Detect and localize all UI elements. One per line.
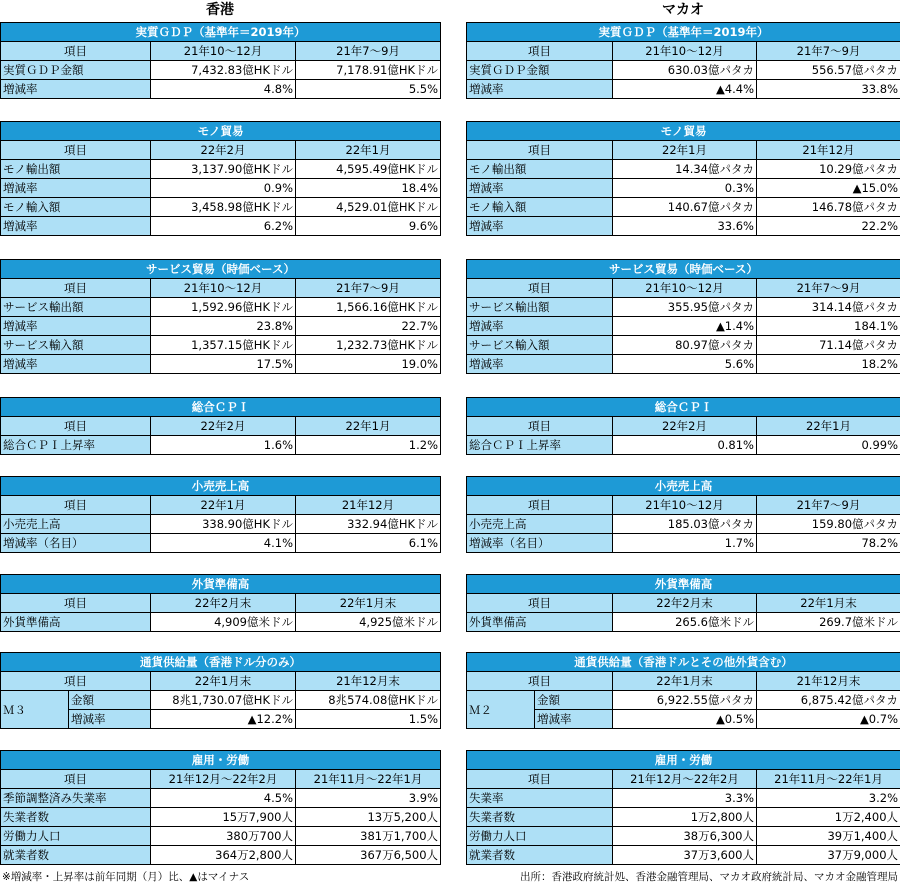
table-row	[1, 827, 441, 846]
aggregate-label: Ｍ２	[467, 691, 535, 729]
row-label: 増減率	[467, 217, 613, 236]
row-label: 金額	[535, 691, 613, 710]
row-label: 失業者数	[1, 808, 151, 827]
column-header: 22年1月末	[613, 672, 757, 691]
value-cell: 7,432.83億HKドル	[151, 61, 296, 80]
column-header: 21年12月末	[296, 672, 441, 691]
table-row	[467, 691, 900, 710]
table-row	[1, 160, 441, 179]
value-cell: 185.03億パタカ	[613, 515, 757, 534]
value-cell: 4,925億米ドル	[296, 613, 441, 632]
value-cell: 6.2%	[151, 217, 296, 236]
value-cell: 4.5%	[151, 789, 296, 808]
row-label: 増減率（名目）	[1, 534, 151, 553]
row-label: 失業者数	[467, 808, 613, 827]
row-label: 増減率	[467, 317, 613, 336]
row-label: 増減率	[1, 217, 151, 236]
row-label: 総合ＣＰＩ上昇率	[1, 436, 151, 455]
value-cell: ▲4.4%	[613, 80, 757, 99]
value-cell: 4.8%	[151, 80, 296, 99]
mo-retail-table	[466, 476, 900, 553]
table-row	[1, 198, 441, 217]
value-cell: 22.7%	[296, 317, 441, 336]
value-cell: 6,922.55億パタカ	[613, 691, 757, 710]
value-cell: 38万6,300人	[613, 827, 757, 846]
column-header: 21年7～9月	[757, 42, 900, 61]
table-row	[467, 613, 900, 632]
table-row	[1, 317, 441, 336]
value-cell: 1,592.96億HKドル	[151, 298, 296, 317]
column-header: 項目	[1, 770, 151, 789]
column-header: 項目	[1, 496, 151, 515]
column-header: 項目	[467, 594, 613, 613]
mo-region-title: マカオ	[662, 2, 704, 18]
column-header: 項目	[1, 417, 151, 436]
table-row	[1, 534, 441, 553]
table-row	[1, 846, 441, 865]
column-header: 項目	[467, 417, 613, 436]
value-cell: 0.81%	[613, 436, 757, 455]
column-header: 項目	[1, 672, 151, 691]
column-header: 項目	[1, 279, 151, 298]
value-cell: 6.1%	[296, 534, 441, 553]
row-label: 就業者数	[467, 846, 613, 865]
row-label: 増減率	[1, 179, 151, 198]
table-row	[467, 534, 900, 553]
value-cell: 184.1%	[757, 317, 900, 336]
row-label: 増減率	[1, 317, 151, 336]
column-header: 21年12月	[757, 141, 900, 160]
column-header: 21年7～9月	[757, 279, 900, 298]
column-header: 21年10～12月	[151, 42, 296, 61]
row-label: サービス輸入額	[1, 336, 151, 355]
table-title: サービス貿易（時価ベース）	[467, 260, 900, 279]
value-cell: 1,566.16億HKドル	[296, 298, 441, 317]
column-header: 22年2月末	[151, 594, 296, 613]
value-cell: ▲0.7%	[757, 710, 900, 729]
row-label: 増減率	[1, 80, 151, 99]
table-row	[1, 61, 441, 80]
row-label: 増減率（名目）	[467, 534, 613, 553]
table-title: 小売売上高	[1, 477, 441, 496]
macau-column	[466, 0, 900, 862]
column-header: 22年1月	[296, 417, 441, 436]
value-cell: 269.7億米ドル	[757, 613, 900, 632]
table-row	[1, 515, 441, 534]
value-cell: ▲15.0%	[757, 179, 900, 198]
row-label: 就業者数	[1, 846, 151, 865]
table-row	[467, 355, 900, 374]
row-label: 増減率	[1, 355, 151, 374]
row-label: 増減率	[535, 710, 613, 729]
value-cell: 3.3%	[613, 789, 757, 808]
row-label: モノ輸入額	[467, 198, 613, 217]
value-cell: 14.34億パタカ	[613, 160, 757, 179]
column-header: 21年12月～22年2月	[151, 770, 296, 789]
value-cell: 22.2%	[757, 217, 900, 236]
column-header: 21年10～12月	[613, 42, 757, 61]
table-row	[467, 298, 900, 317]
value-cell: 71.14億パタカ	[757, 336, 900, 355]
row-label: 小売売上高	[467, 515, 613, 534]
table-row	[1, 217, 441, 236]
table-row	[1, 80, 441, 99]
table-title: 雇用・労働	[467, 751, 900, 770]
value-cell: 8兆1,730.07億HKドル	[151, 691, 296, 710]
value-cell: 556.57億パタカ	[757, 61, 900, 80]
table-row	[1, 179, 441, 198]
value-cell: 13万5,200人	[296, 808, 441, 827]
hk-money-supply-table	[0, 652, 441, 729]
column-header: 21年12月	[296, 496, 441, 515]
table-row	[467, 61, 900, 80]
column-header: 21年11月～22年1月	[296, 770, 441, 789]
table-row	[467, 846, 900, 865]
table-row	[467, 827, 900, 846]
value-cell: 4.1%	[151, 534, 296, 553]
hk-region-title: 香港	[206, 2, 234, 18]
mo-labor-table	[466, 750, 900, 865]
value-cell: 381万1,700人	[296, 827, 441, 846]
column-header: 21年10～12月	[151, 279, 296, 298]
footnote-note: ※増減率・上昇率は前年同期（月）比、▲はマイナス	[2, 871, 250, 883]
value-cell: 6,875.42億パタカ	[757, 691, 900, 710]
value-cell: 10.29億パタカ	[757, 160, 900, 179]
value-cell: 4,595.49億HKドル	[296, 160, 441, 179]
value-cell: 8兆574.08億HKドル	[296, 691, 441, 710]
column-header: 21年12月～22年2月	[613, 770, 757, 789]
value-cell: 265.6億米ドル	[613, 613, 757, 632]
aggregate-label: Ｍ３	[1, 691, 69, 729]
mo-fx-reserves-table	[466, 574, 900, 632]
mo-money-supply-table	[466, 652, 900, 729]
column-header: 21年11月～22年1月	[757, 770, 900, 789]
value-cell: 78.2%	[757, 534, 900, 553]
value-cell: 364万2,800人	[151, 846, 296, 865]
table-title: 総合ＣＰＩ	[1, 398, 441, 417]
column-header: 22年1月	[296, 141, 441, 160]
row-label: 実質ＧＤＰ金額	[1, 61, 151, 80]
table-title: 通貨供給量（香港ドルとその他外貨含む）	[467, 653, 900, 672]
hk-gdp-table	[0, 22, 441, 99]
column-header: 21年10～12月	[613, 496, 757, 515]
column-header: 21年10～12月	[613, 279, 757, 298]
value-cell: 1,357.15億HKドル	[151, 336, 296, 355]
hk-fx-reserves-table	[0, 574, 441, 632]
table-row	[467, 179, 900, 198]
column-header: 項目	[467, 496, 613, 515]
column-header: 項目	[467, 672, 613, 691]
value-cell: 332.94億HKドル	[296, 515, 441, 534]
value-cell: 3,458.98億HKドル	[151, 198, 296, 217]
table-row	[467, 317, 900, 336]
table-title: 通貨供給量（香港ドル分のみ）	[1, 653, 441, 672]
column-header: 21年12月末	[757, 672, 900, 691]
hk-labor-table	[0, 750, 441, 865]
row-label: 失業率	[467, 789, 613, 808]
table-title: 総合ＣＰＩ	[467, 398, 900, 417]
row-label: モノ輸入額	[1, 198, 151, 217]
value-cell: 140.67億パタカ	[613, 198, 757, 217]
row-label: 労働力人口	[467, 827, 613, 846]
value-cell: 1万2,400人	[757, 808, 900, 827]
column-header: 項目	[1, 594, 151, 613]
column-header: 項目	[467, 279, 613, 298]
column-header: 項目	[467, 42, 613, 61]
table-title: サービス貿易（時価ベース）	[1, 260, 441, 279]
value-cell: 1.2%	[296, 436, 441, 455]
mo-cpi-table	[466, 397, 900, 455]
row-label: 外貨準備高	[467, 613, 613, 632]
table-row	[467, 808, 900, 827]
value-cell: 39万1,400人	[757, 827, 900, 846]
value-cell: 1.5%	[296, 710, 441, 729]
value-cell: 159.80億パタカ	[757, 515, 900, 534]
footnote-source: 出所：香港政府統計処、香港金融管理局、マカオ政府統計局、マカオ金融管理局	[520, 871, 898, 883]
table-row	[467, 336, 900, 355]
value-cell: 1.6%	[151, 436, 296, 455]
column-header: 21年7～9月	[757, 496, 900, 515]
table-row	[467, 217, 900, 236]
value-cell: 380万700人	[151, 827, 296, 846]
value-cell: 18.4%	[296, 179, 441, 198]
table-row	[1, 355, 441, 374]
column-header: 22年2月	[151, 141, 296, 160]
value-cell: 3.9%	[296, 789, 441, 808]
table-row	[467, 789, 900, 808]
value-cell: 0.9%	[151, 179, 296, 198]
row-label: モノ輸出額	[1, 160, 151, 179]
value-cell: ▲1.4%	[613, 317, 757, 336]
value-cell: 355.95億パタカ	[613, 298, 757, 317]
table-row	[467, 198, 900, 217]
value-cell: 338.90億HKドル	[151, 515, 296, 534]
value-cell: 5.5%	[296, 80, 441, 99]
value-cell: 5.6%	[613, 355, 757, 374]
table-row	[1, 613, 441, 632]
table-row	[1, 789, 441, 808]
value-cell: 9.6%	[296, 217, 441, 236]
value-cell: 4,909億米ドル	[151, 613, 296, 632]
mo-trade-table	[466, 121, 900, 236]
table-title: モノ貿易	[467, 122, 900, 141]
value-cell: 4,529.01億HKドル	[296, 198, 441, 217]
column-header: 22年1月末	[757, 594, 900, 613]
table-title: 実質ＧＤＰ（基準年＝2019年）	[467, 23, 900, 42]
row-label: 増減率	[69, 710, 151, 729]
row-label: 増減率	[467, 355, 613, 374]
table-row	[1, 336, 441, 355]
column-header: 22年1月	[151, 496, 296, 515]
column-header: 22年1月	[613, 141, 757, 160]
value-cell: 367万6,500人	[296, 846, 441, 865]
table-row	[1, 298, 441, 317]
column-header: 項目	[467, 141, 613, 160]
column-header: 22年1月	[757, 417, 900, 436]
value-cell: 37万9,000人	[757, 846, 900, 865]
row-label: 増減率	[467, 80, 613, 99]
value-cell: 0.3%	[613, 179, 757, 198]
table-title: 小売売上高	[467, 477, 900, 496]
row-label: 小売売上高	[1, 515, 151, 534]
row-label: 総合ＣＰＩ上昇率	[467, 436, 613, 455]
row-label: 増減率	[467, 179, 613, 198]
table-row	[1, 436, 441, 455]
value-cell: 37万3,600人	[613, 846, 757, 865]
row-label: サービス輸入額	[467, 336, 613, 355]
table-title: 実質ＧＤＰ（基準年＝2019年）	[1, 23, 441, 42]
table-row	[467, 160, 900, 179]
column-header: 22年1月末	[296, 594, 441, 613]
hk-trade-table	[0, 121, 441, 236]
value-cell: 146.78億パタカ	[757, 198, 900, 217]
value-cell: 33.8%	[757, 80, 900, 99]
column-header: 項目	[1, 141, 151, 160]
row-label: 労働力人口	[1, 827, 151, 846]
value-cell: 0.99%	[757, 436, 900, 455]
column-header: 21年7～9月	[296, 279, 441, 298]
row-label: 金額	[69, 691, 151, 710]
value-cell: 80.97億パタカ	[613, 336, 757, 355]
row-label: 実質ＧＤＰ金額	[467, 61, 613, 80]
value-cell: 314.14億パタカ	[757, 298, 900, 317]
table-title: モノ貿易	[1, 122, 441, 141]
column-header: 項目	[1, 42, 151, 61]
column-header: 21年7～9月	[296, 42, 441, 61]
column-header: 項目	[467, 770, 613, 789]
table-title: 雇用・労働	[1, 751, 441, 770]
value-cell: 33.6%	[613, 217, 757, 236]
table-row	[467, 80, 900, 99]
mo-gdp-table	[466, 22, 900, 99]
value-cell: 18.2%	[757, 355, 900, 374]
table-row	[467, 515, 900, 534]
table-row	[1, 691, 441, 710]
value-cell: 3.2%	[757, 789, 900, 808]
value-cell: 1万2,800人	[613, 808, 757, 827]
row-label: 季節調整済み失業率	[1, 789, 151, 808]
table-row	[1, 808, 441, 827]
column-header: 22年2月末	[613, 594, 757, 613]
value-cell: 1.7%	[613, 534, 757, 553]
row-label: サービス輸出額	[467, 298, 613, 317]
column-header: 22年2月	[151, 417, 296, 436]
column-header: 22年1月末	[151, 672, 296, 691]
hk-service-trade-table	[0, 259, 441, 374]
row-label: サービス輸出額	[1, 298, 151, 317]
hk-retail-table	[0, 476, 441, 553]
value-cell: 630.03億パタカ	[613, 61, 757, 80]
table-title: 外貨準備高	[1, 575, 441, 594]
mo-service-trade-table	[466, 259, 900, 374]
value-cell: 23.8%	[151, 317, 296, 336]
table-title: 外貨準備高	[467, 575, 900, 594]
table-row	[467, 436, 900, 455]
row-label: モノ輸出額	[467, 160, 613, 179]
hong-kong-column	[0, 0, 440, 862]
row-label: 外貨準備高	[1, 613, 151, 632]
value-cell: 1,232.73億HKドル	[296, 336, 441, 355]
value-cell: 19.0%	[296, 355, 441, 374]
column-header: 22年2月	[613, 417, 757, 436]
hk-cpi-table	[0, 397, 441, 455]
value-cell: ▲0.5%	[613, 710, 757, 729]
value-cell: ▲12.2%	[151, 710, 296, 729]
value-cell: 3,137.90億HKドル	[151, 160, 296, 179]
value-cell: 7,178.91億HKドル	[296, 61, 441, 80]
value-cell: 15万7,900人	[151, 808, 296, 827]
value-cell: 17.5%	[151, 355, 296, 374]
